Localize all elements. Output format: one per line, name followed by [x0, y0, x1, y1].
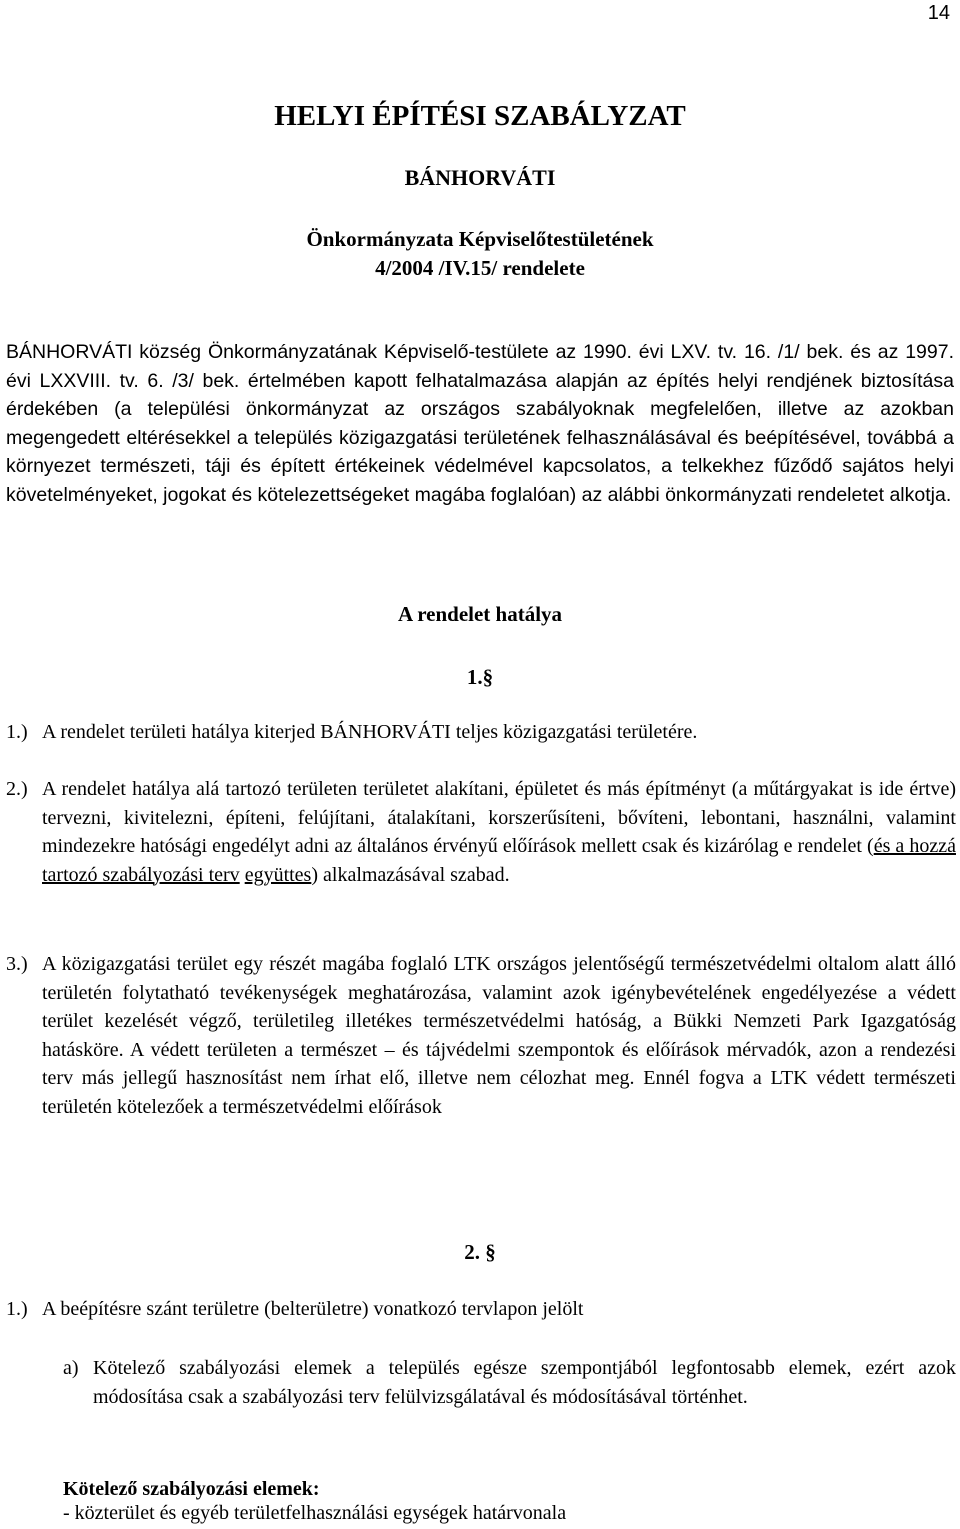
item-text-part: A rendelet hatálya alá tartozó területen területet alakítani, épületet és más építményt (a műtárgyakat is ide értve) tervezni, kivitelezni, építeni, felújítani, átalakítani, korszerűsíteni, bővíteni, lebontani, használni, valamint mindezekre hatósági engedélyt adni az általános érvényű előírások mellett csak és kizárólag e rendelet ( — [42, 778, 956, 857]
list-item — [6, 950, 956, 1121]
section-number — [0, 1240, 960, 1265]
section-number — [0, 665, 960, 690]
list-item — [6, 775, 956, 889]
item-number: 2.) — [6, 778, 28, 800]
mandatory-elements-label: Kötelező szabályozási elemek: — [63, 1478, 320, 1500]
item-text: A rendelet területi hatálya kiterjed BÁNHORVÁTI teljes közigazgatási területére. — [42, 721, 698, 743]
dash-list-item: - közterület és egyéb területfelhasználási egységek határvonala — [63, 1502, 567, 1524]
section-number-text: 1. — [466, 665, 483, 689]
underlined-text: együttes — [244, 863, 312, 886]
underlined-text: és a hozzá tartozó szabályozási terv — [42, 835, 956, 886]
list-item — [6, 1295, 956, 1324]
item-number: 1.) — [6, 1298, 28, 1320]
sub-item-text: Kötelező szabályozási elemek a település egésze szempontjából legfontosabb elemek, ezért azok módosítása csak a szabályozási terv felülvizsgálatával és módosításával történhet. — [93, 1357, 956, 1408]
item-text-part: ) alkalmazásával szabad. — [311, 863, 510, 886]
issuing-body: Önkormányzata Képviselőtestületének — [306, 227, 654, 251]
item-text — [42, 775, 956, 889]
preamble: BÁNHORVÁTI község Önkormányzatának Képviselő-testülete az 1990. évi LXV. tv. 16. /1/ bek. és az 1997. évi LXXVIII. tv. 6. /3/ bek. értelmében kapott felhatalmazása alapján az építés helyi rendjének biztosítása érdekében (a települési önkormányzat az országos szabályoknak megfelelően, illetve az azokban megengedett eltérésekkel a település közigazgatási területének felhasználásával és beépítésével, továbbá a környezet természeti, táji és épített értékeinek védelmével kapcsolatos, a telkekhez fűződő sajátos helyi követelményeket, jogokat és kötelezettségeket magába foglalóan) az alábbi önkormányzati rendeletet alkotja. — [6, 341, 954, 506]
section-title: A rendelet hatálya — [397, 602, 563, 626]
document-title: HELYI ÉPÍTÉSI SZABÁLYZAT — [274, 100, 686, 132]
decree-number: 4/2004 /IV.15/ rendelete — [375, 256, 585, 280]
item-text: A közigazgatási terület egy részét magába foglaló LTK országos jelentőségű természetvédelmi oltalom alatt álló területén folytatható tevékenységek meghatározása, valamint azok igénybevételének engedélyezése a védett terület kezelését végző, területileg illetékes természetvédelmi hatóság, a Bükki Nemzeti Park Igazgatóság hatásköre. A védett területen a természet – és tájvédelmi szempontok és előírások mérvadók, azon a rendezési terv más jellegű hasznosítást nem írhat elő, illetve nem célozhat meg. Ennél fogva a LTK védett természeti területén kötelezőek a természetvédelmi előírások — [42, 953, 956, 1118]
section-sign: § — [482, 665, 494, 689]
section-sign: § — [485, 1240, 496, 1264]
item-text: A beépítésre szánt területre (belterületre) vonatkozó tervlapon jelölt — [42, 1298, 584, 1320]
sub-item — [63, 1354, 956, 1411]
settlement-name: BÁNHORVÁTI — [404, 165, 556, 190]
item-number: 1.) — [6, 721, 28, 743]
item-number: 3.) — [6, 953, 28, 975]
page-number: 14 — [927, 2, 950, 24]
list-item — [6, 718, 956, 747]
section-number-text: 2. — [464, 1240, 480, 1264]
sub-item-letter: a) — [63, 1357, 79, 1379]
